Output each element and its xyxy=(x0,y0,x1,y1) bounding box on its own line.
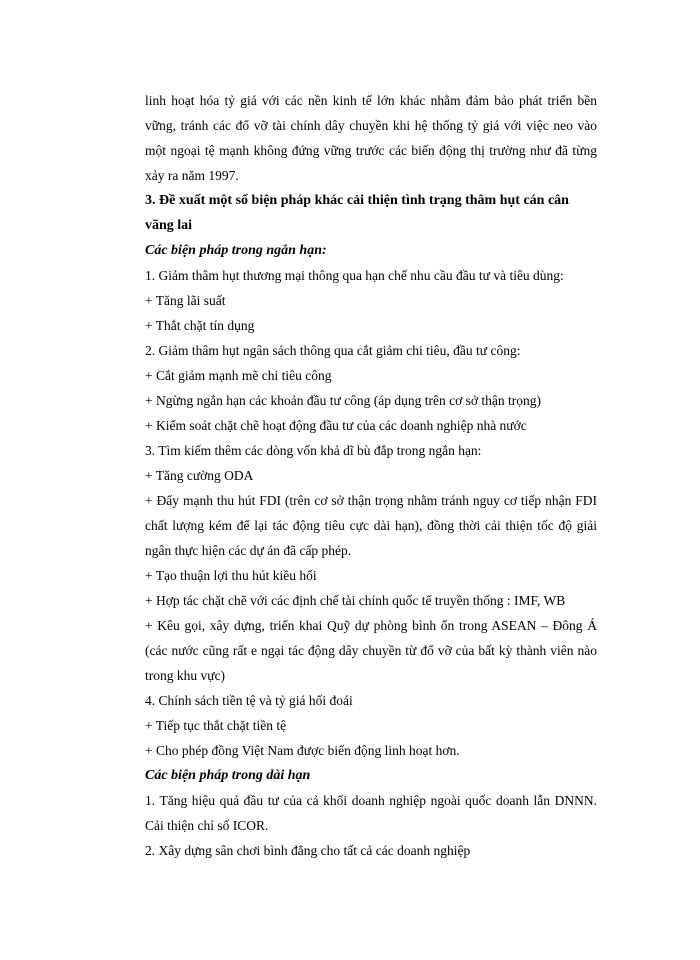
list-item: + Cắt giảm mạnh mẽ chi tiêu công xyxy=(145,368,332,383)
list-item: ngân thực hiện các dự án đã cấp phép. xyxy=(145,543,352,558)
list-item: 3. Tìm kiếm thêm các dòng vốn khả dĩ bù đắp trong ngắn hạn: xyxy=(145,443,482,458)
list-item: 2. Xây dựng sân chơi bình đẳng cho tất cả các doanh nghiệp xyxy=(145,843,471,858)
section-title: vãng lai xyxy=(145,218,193,233)
section-title: 3. Đề xuất một số biện pháp khác cải thiện tình trạng thâm hụt cán cân xyxy=(145,193,569,208)
intro-line: vững, tránh các đổ vỡ tài chính dây chuyền khi hệ thống tỷ giá với việc neo vào xyxy=(145,118,597,133)
intro-line: một ngoại tệ mạnh không đứng vững trước các biến động thị trường như đã từng xyxy=(145,143,597,158)
list-item: 2. Giảm thâm hụt ngân sách thông qua cắt giảm chi tiêu, đầu tư công: xyxy=(145,343,521,358)
short-term-heading: Các biện pháp trong ngắn hạn: xyxy=(145,243,327,258)
list-item: chất lượng kém để lại tác động tiêu cực dài hạn), đồng thời cải thiện tốc độ giải xyxy=(145,518,597,533)
list-item: (các nước cũng rất e ngại tác động dây chuyền từ đổ vỡ của bất kỳ thành viên nào xyxy=(145,643,597,658)
list-item: 4. Chính sách tiền tệ và tỷ giá hối đoái xyxy=(145,693,353,708)
list-item: + Tăng cường ODA xyxy=(145,468,254,483)
list-item: + Ngừng ngắn hạn các khoản đầu tư công (áp dụng trên cơ sở thận trọng) xyxy=(145,393,542,408)
list-item: trong khu vực) xyxy=(145,668,226,683)
list-item: Cải thiện chỉ số ICOR. xyxy=(145,818,269,833)
list-item: + Thắt chặt tín dụng xyxy=(145,318,255,333)
long-term-heading: Các biện pháp trong dài hạn xyxy=(145,768,311,783)
list-item: + Hợp tác chặt chẽ với các định chế tài chính quốc tế truyền thống : IMF, WB xyxy=(145,593,566,608)
list-item: + Đẩy mạnh thu hút FDI (trên cơ sở thận trọng nhằm tránh nguy cơ tiếp nhận FDI xyxy=(145,493,597,508)
list-item: + Cho phép đồng Việt Nam được biến động linh hoạt hơn. xyxy=(145,743,460,758)
list-item: + Kêu gọi, xây dựng, triển khai Quỹ dự phòng bình ổn trong ASEAN – Đông Á xyxy=(145,618,597,633)
list-item: 1. Tăng hiệu quả đầu tư của cả khối doanh nghiệp ngoài quốc doanh lẫn DNNN. xyxy=(145,793,597,808)
intro-line: xảy ra năm 1997. xyxy=(145,168,239,183)
list-item: 1. Giảm thâm hụt thương mại thông qua hạn chế nhu cầu đầu tư và tiêu dùng: xyxy=(145,268,564,283)
page-content xyxy=(145,88,597,863)
list-item: + Kiểm soát chặt chẽ hoạt động đầu tư của các doanh nghiệp nhà nước xyxy=(145,418,527,433)
list-item: + Tiếp tục thắt chặt tiền tệ xyxy=(145,718,287,733)
list-item: + Tăng lãi suất xyxy=(145,293,226,308)
intro-line: linh hoạt hóa tỷ giá với các nền kinh tế lớn khác nhằm đảm bảo phát triển bền xyxy=(145,93,597,108)
list-item: + Tạo thuận lợi thu hút kiều hối xyxy=(145,568,317,583)
